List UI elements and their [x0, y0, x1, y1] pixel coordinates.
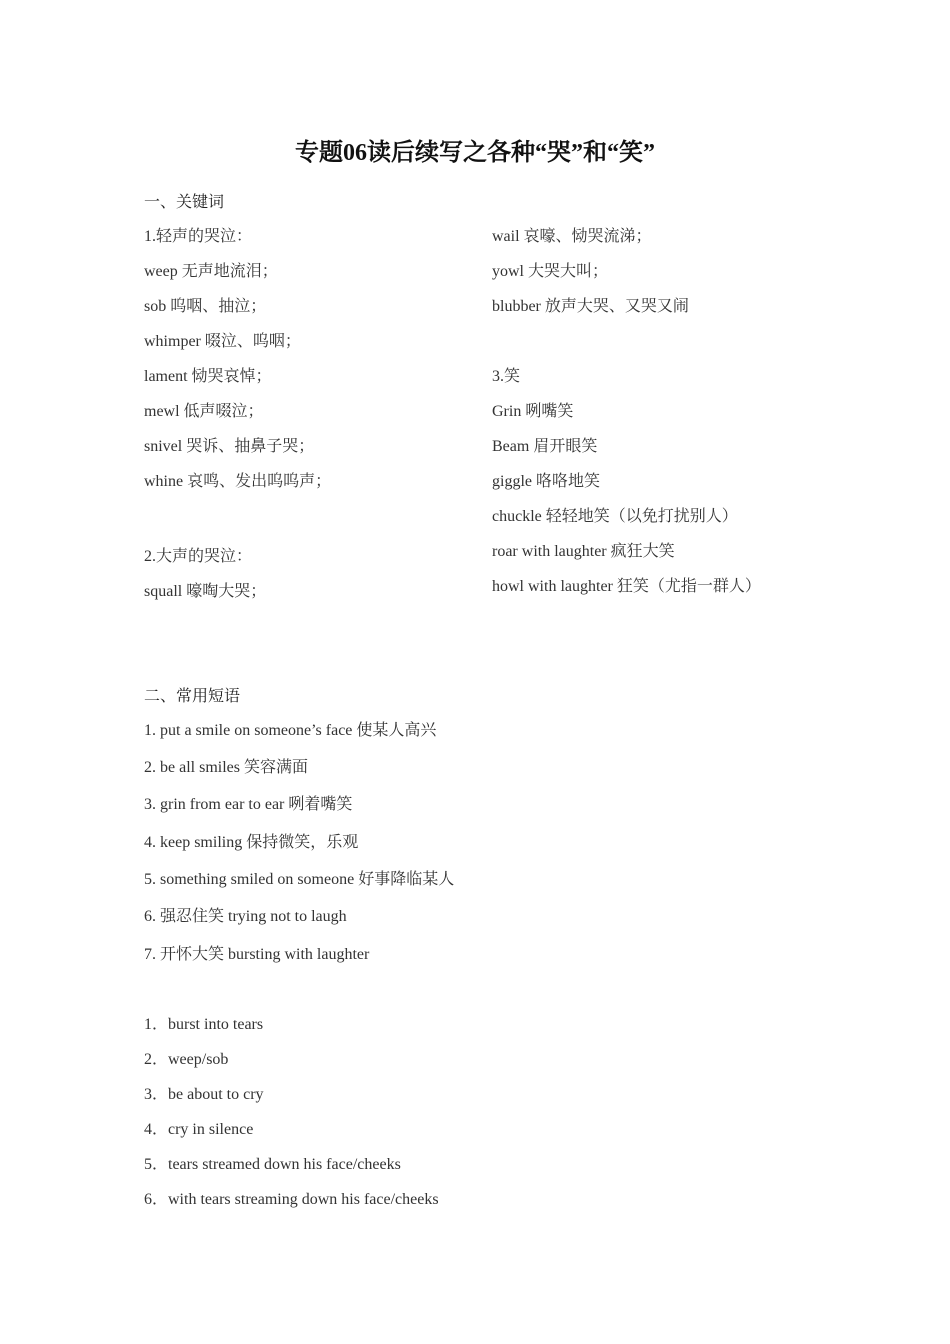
- keyword-item: Beam 眉开眼笑: [492, 438, 598, 455]
- cry-phrase-item: 5．tears streamed down his face/cheeks: [144, 1156, 401, 1173]
- keyword-item: 1.轻声的哭泣：: [144, 228, 253, 245]
- keyword-item: 3.笑: [492, 368, 521, 385]
- cry-phrase-item: 3．be about to cry: [144, 1086, 264, 1103]
- cry-phrase-item: 4．cry in silence: [144, 1121, 254, 1138]
- keyword-item: sob 呜咽、抽泣；: [144, 298, 267, 315]
- keyword-item: weep 无声地流泪；: [144, 263, 278, 280]
- keyword-item: mewl 低声啜泣；: [144, 403, 264, 420]
- keyword-item: giggle 咯咯地笑: [492, 473, 600, 490]
- phrase-item: 7. 开怀大笑 bursting with laughter: [144, 946, 370, 963]
- keyword-item: 2.大声的哭泣：: [144, 548, 253, 565]
- keyword-item: snivel 哭诉、抽鼻子哭；: [144, 438, 315, 455]
- keyword-item: chuckle 轻轻地笑（以免打扰别人）: [492, 508, 738, 525]
- section-heading-keywords: 一、关键词: [144, 194, 225, 211]
- cry-phrase-item: 6．with tears streaming down his face/cheeks: [144, 1191, 439, 1208]
- cry-phrase-item: 2．weep/sob: [144, 1051, 229, 1068]
- keyword-item: squall 嚎啕大哭；: [144, 583, 267, 600]
- phrase-item: 2. be all smiles 笑容满面: [144, 759, 308, 776]
- keyword-item: Grin 咧嘴笑: [492, 403, 574, 420]
- keyword-item: roar with laughter 疯狂大笑: [492, 543, 675, 560]
- document-title: 专题06读后续写之各种“哭”和“笑”: [295, 140, 655, 166]
- phrase-item: 4. keep smiling 保持微笑，乐观: [144, 834, 359, 851]
- cry-phrase-item: 1．burst into tears: [144, 1016, 264, 1033]
- keyword-item: yowl 大哭大叫；: [492, 263, 609, 280]
- keyword-item: whine 哀鸣、发出呜呜声；: [144, 473, 332, 490]
- keyword-item: lament 恸哭哀悼；: [144, 368, 272, 385]
- phrase-item: 3. grin from ear to ear 咧着嘴笑: [144, 796, 353, 813]
- phrase-item: 1. put a smile on someone’s face 使某人高兴: [144, 722, 437, 739]
- section-heading-phrases: 二、常用短语: [144, 688, 241, 705]
- phrase-item: 5. something smiled on someone 好事降临某人: [144, 871, 455, 888]
- keyword-item: whimper 啜泣、呜咽；: [144, 333, 301, 350]
- keyword-item: wail 哀嚎、恸哭流涕；: [492, 228, 652, 245]
- keyword-item: howl with laughter 狂笑（尤指一群人）: [492, 578, 761, 595]
- phrase-item: 6. 强忍住笑 trying not to laugh: [144, 908, 347, 925]
- keyword-item: blubber 放声大哭、又哭又闹: [492, 298, 689, 315]
